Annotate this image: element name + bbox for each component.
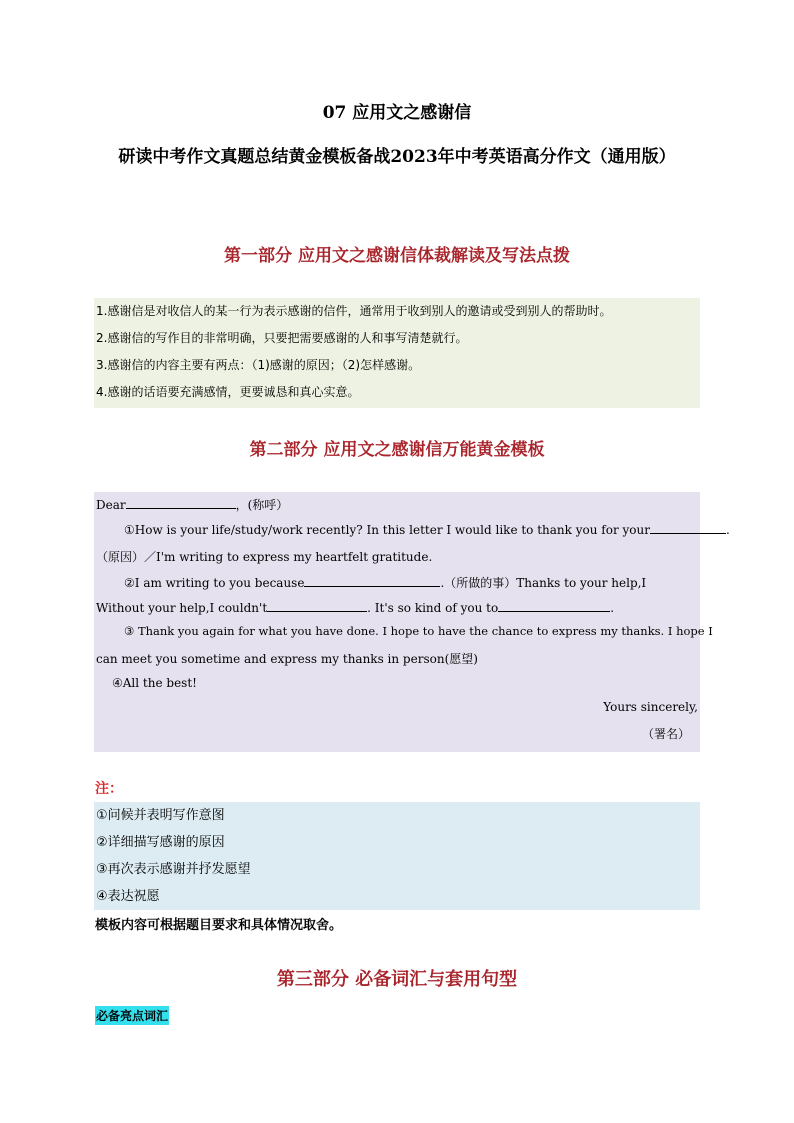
blank-name [126,497,236,509]
p1-text: ①How is your life/study/work recently? In this letter I would like to thank you for your [124,523,650,537]
part1-line-4: 4.感谢的话语要充满感情，更要诚恳和真心实意。 [96,385,360,399]
part1-line-3: 3.感谢信的内容主要有两点：（1)感谢的原因；（2)怎样感谢。 [96,358,421,372]
p2b-text: .（所做的事）Thanks to your help,I [440,576,647,590]
note-item-3: ③再次表示感谢并抒发愿望 [96,862,251,877]
part1-line-1: 1.感谢信是对收信人的某一行为表示感谢的信件，通常用于收到别人的邀请或受到别人的帮助时。 [96,304,612,318]
template-box [94,492,730,752]
note-item-4: ④表达祝愿 [96,889,160,904]
blank-reason [650,522,726,534]
part1-box [94,298,700,408]
p2d-text: . It's so kind of you to [367,601,499,615]
blank-kind [498,600,610,612]
notes-label: 注： [95,781,123,797]
template-closing: Yours sincerely, [603,700,698,714]
blank-couldnt [267,600,367,612]
p2-text: ②I am writing to you because [124,576,305,590]
template-p4: ④All the best! [112,676,197,690]
template-p1b: （原因）／I'm writing to express my heartfelt gratitude. [96,550,433,564]
part1-line-2: 2.感谢信的写作目的非常明确，只要把需要感谢的人和事写清楚就行。 [96,331,468,345]
note-item-2: ②详细描写感谢的原因 [96,835,225,850]
template-p1: ①How is your life/study/work recently? In this letter I would like to thank you for your . [124,523,730,537]
notes-box [94,802,700,910]
document-subtitle: 研读中考作文真题总结黄金模板备战2023年中考英语高分作文（通用版） [118,147,676,167]
template-signature: （署名） [641,727,690,741]
part2-heading: 第二部分 应用文之感谢信万能黄金模板 [249,440,545,460]
notes-remark: 模板内容可根据题目要求和具体情况取舍。 [95,918,343,933]
document-title: 07 应用文之感谢信 [322,103,472,123]
template-p3: ③ Thank you again for what you have done. I hope to have the chance to express my thanks. I hope I [124,624,713,638]
part3-heading: 第三部分 必备词汇与套用句型 [276,969,518,990]
template-p2c: Without your help,I couldn't . It's so kind of you to . [96,601,615,615]
blank-action [304,575,440,587]
vocab-label: 必备亮点词汇 [95,1006,169,1025]
dear-text: Dear [96,498,126,512]
note-item-1: ①问候并表明写作意图 [96,808,225,823]
template-dear-line [96,496,702,513]
part1-heading: 第一部分 应用文之感谢信体裁解读及写法点拨 [224,246,570,266]
template-p3b: can meet you sometime and express my thanks in person(愿望) [96,652,478,666]
template-p2 [124,574,700,591]
p2c-text: Without your help,I couldn't [96,601,268,615]
dear-suffix: ，(称呼） [235,498,289,512]
